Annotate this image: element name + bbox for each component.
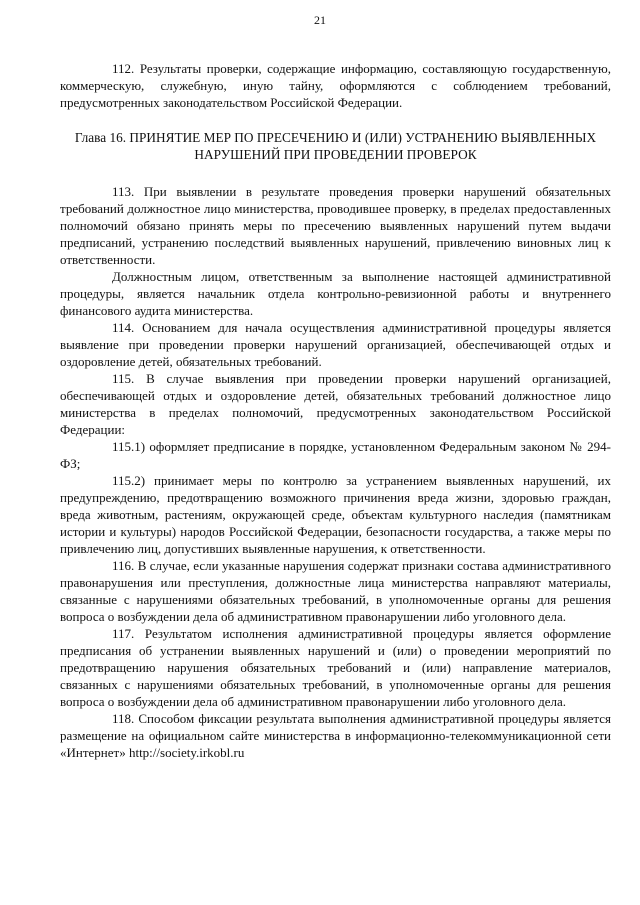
- document-body: [60, 60, 611, 761]
- paragraph-114: 114. Основанием для начала осуществления административной процедуры является выявление при проведении проверки нарушений организацией, обеспечивающей отдых и оздоровление детей, обязательных требований.: [60, 320, 611, 369]
- paragraph-116: 116. В случае, если указанные нарушения содержат признаки состава административного правонарушения или преступления, должностные лица министерства направляют материалы, связанные с нарушениями обязательных требований, в уполномоченные органы для решения вопроса о возбуждении дела об административном правонарушении либо уголовного дела.: [60, 558, 611, 624]
- chapter-heading: Глава 16. ПРИНЯТИЕ МЕР ПО ПРЕСЕЧЕНИЮ И (ИЛИ) УСТРАНЕНИЮ ВЫЯВЛЕННЫХ НАРУШЕНИЙ ПРИ ПРОВЕДЕНИИ ПРОВЕРОК: [74, 130, 597, 162]
- paragraph-113: 113. При выявлении в результате проведения проверки нарушений обязательных требований должностное лицо министерства, проводившее проверку, в пределах предоставленных полномочий обязано принять меры по пресечению выявленных нарушений путем выдачи предписаний, устранению последствий выявленных нарушений, привлечению виновных лиц к ответственности.: [60, 184, 611, 267]
- paragraph-118: 118. Способом фиксации результата выполнения административной процедуры является размещение на официальном сайте министерства в информационно-телекоммуникационной сети «Интернет» http://society.irkobl.ru: [60, 711, 611, 760]
- page-number: 21: [314, 13, 326, 27]
- paragraph-112: 112. Результаты проверки, содержащие информацию, составляющую государственную, коммерческую, служебную, иную тайну, оформляются с соблюдением требований, предусмотренных законодательством Российской Федерации.: [60, 61, 611, 110]
- paragraph-115-2: 115.2) принимает меры по контролю за устранением выявленных нарушений, их предупреждению, предотвращению возможного причинения вреда жизни, здоровью граждан, вреда животным, растениям, окружающей среде, объектам культурного наследия (памятникам истории и культуры) народов Российской Федерации, безопасности государства, а также меры по привлечению лиц, допустивших выявленные нарушения, к ответственности.: [60, 473, 611, 556]
- paragraph-117: 117. Результатом исполнения административной процедуры является оформление предписания об устранении выявленных нарушений и (или) о проведении мероприятий по предотвращению нарушения обязательных требований и (или) направление материалов, связанных с нарушениями обязательных требований, в уполномоченные органы для решения вопроса о возбуждении дела об административном правонарушении либо уголовного дела.: [60, 626, 611, 709]
- paragraph-115-1: 115.1) оформляет предписание в порядке, установленном Федеральным законом № 294-ФЗ;: [60, 439, 611, 471]
- paragraph-115: 115. В случае выявления при проведении проверки нарушений организацией, обеспечивающей отдых и оздоровление детей, обязательных требований должностное лицо министерства в пределах полномочий, предусмотренных законодательством Российской Федерации:: [60, 371, 611, 437]
- paragraph-responsible-official: Должностным лицом, ответственным за выполнение настоящей административной процедуры, является начальник отдела контрольно-ревизионной работы и внутреннего финансового аудита министерства.: [60, 269, 611, 318]
